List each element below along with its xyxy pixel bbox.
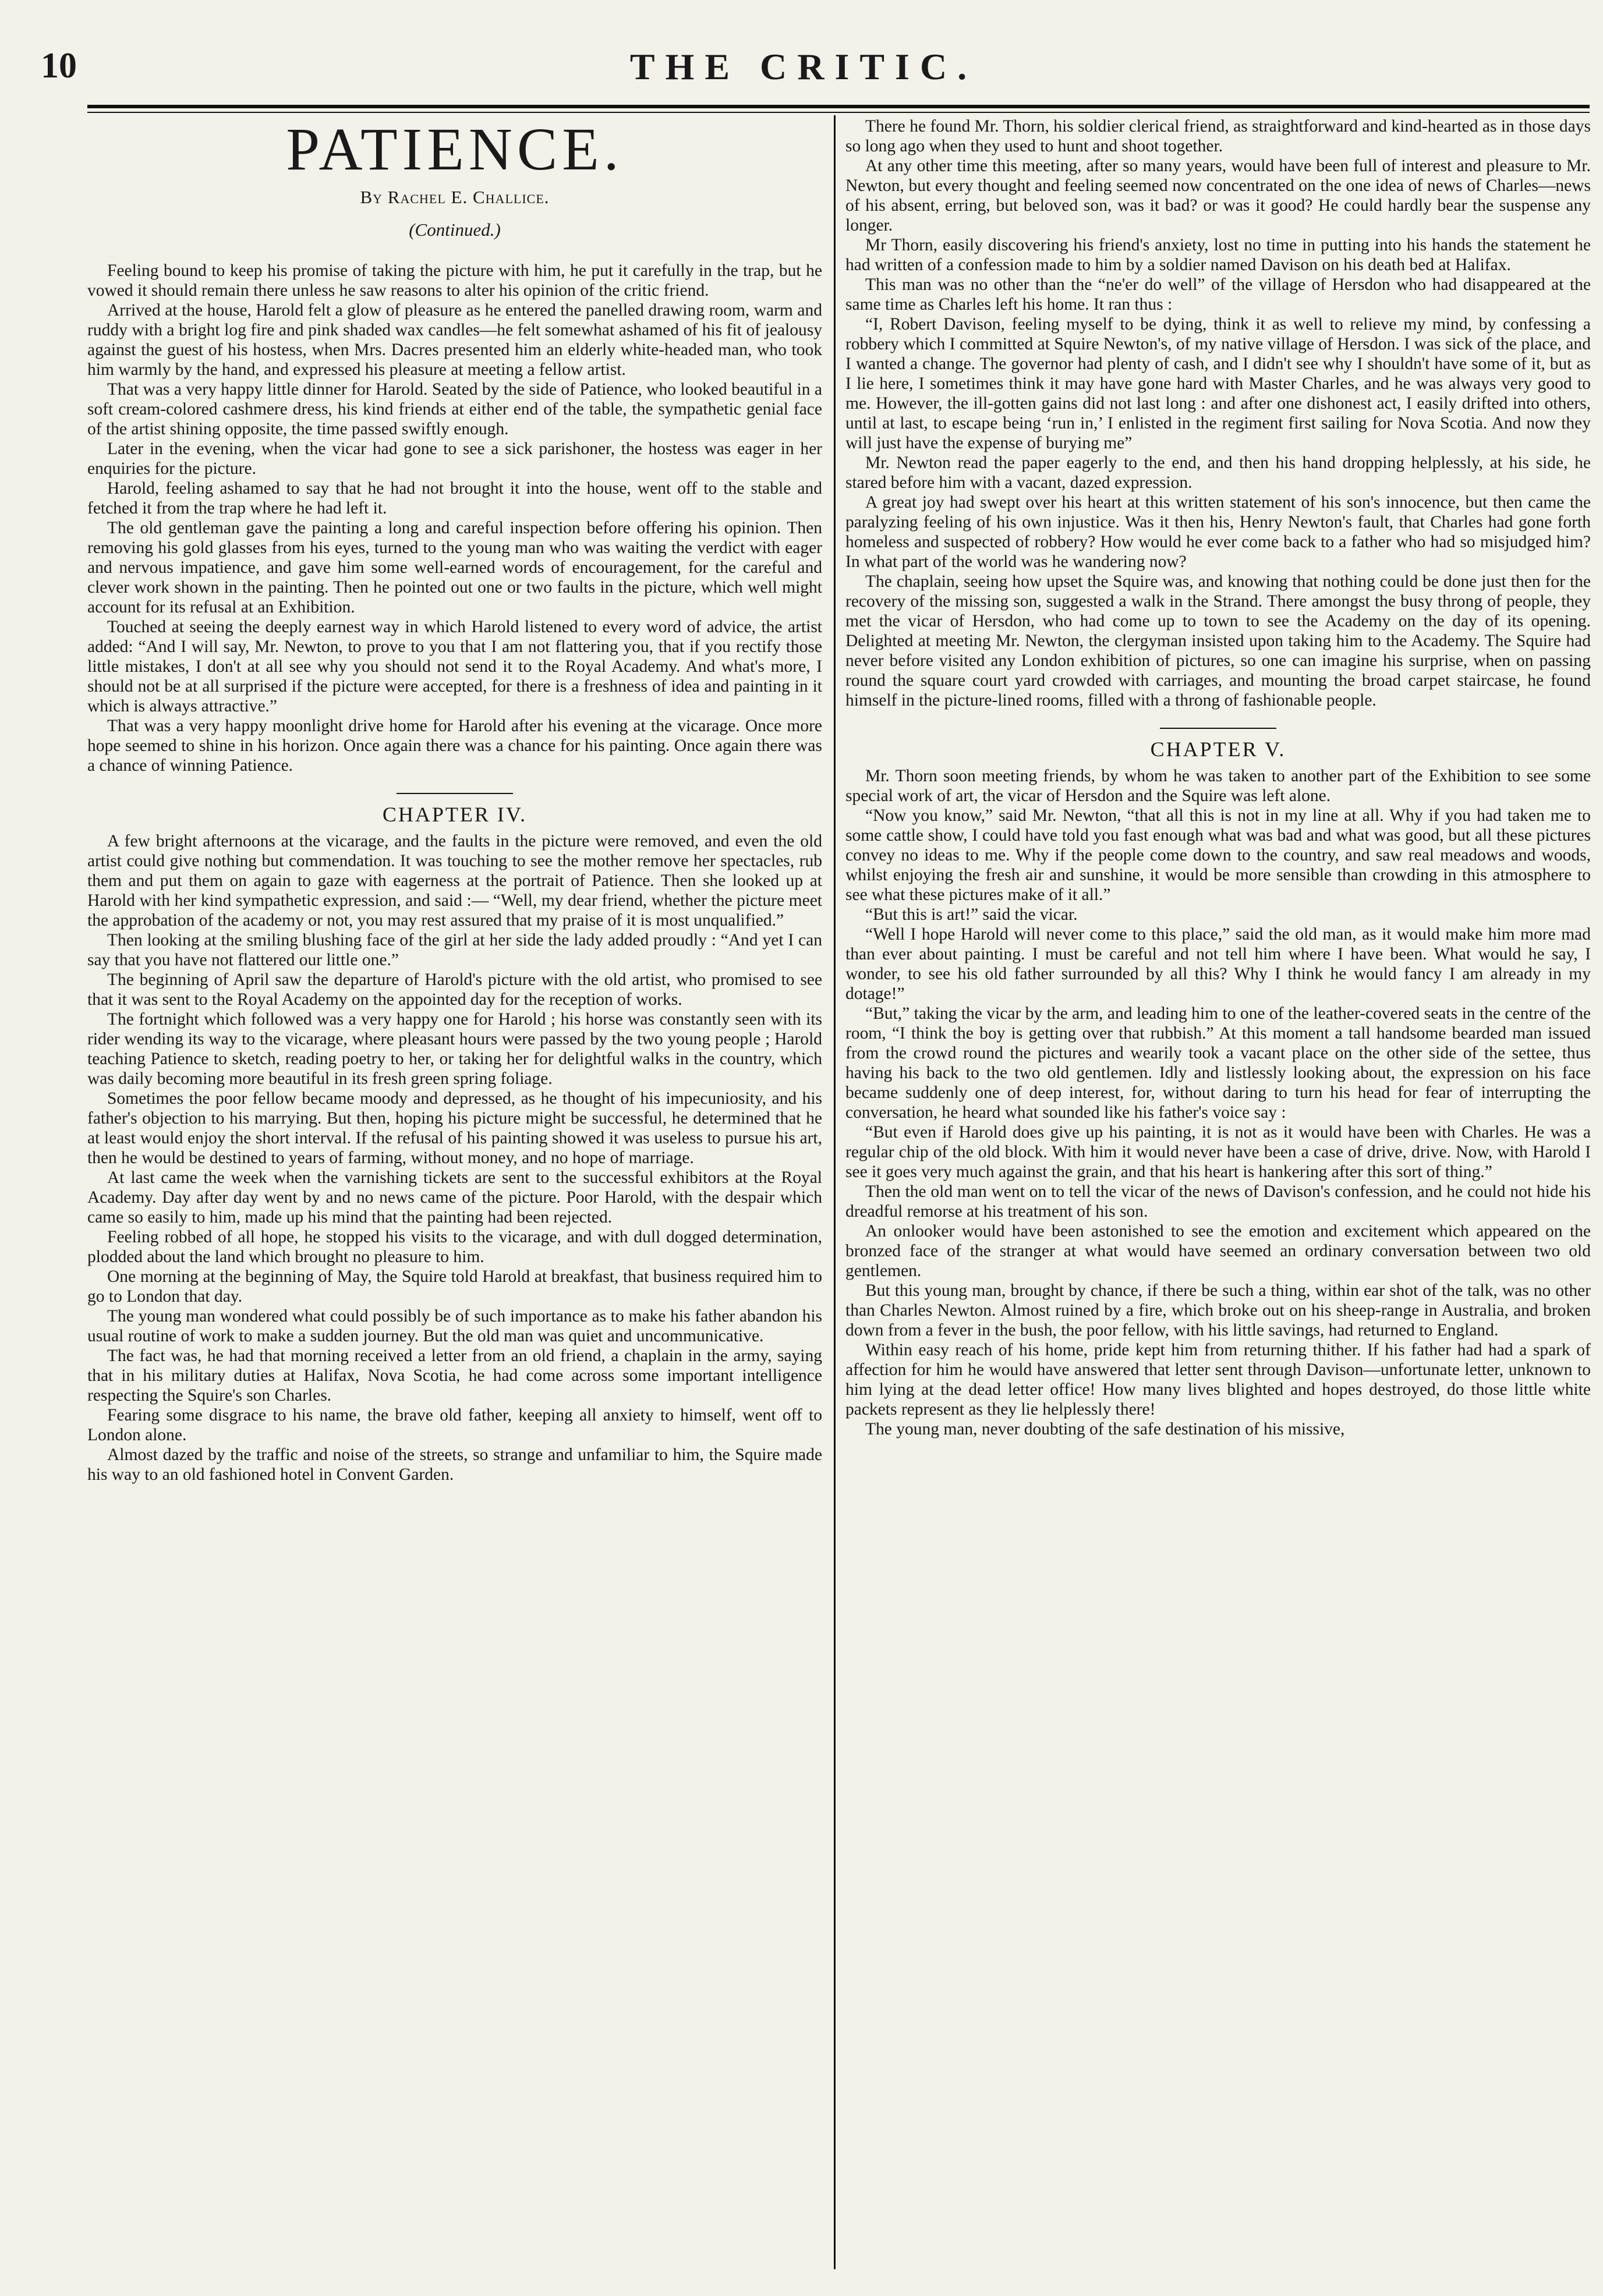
paragraph: Almost dazed by the traffic and noise of the streets, so strange and unfamiliar to him, the Squire made his way to an old fashioned hotel in Convent Garden. [87,1445,822,1484]
paragraph: A few bright afternoons at the vicarage, and the faults in the picture were removed, and even the old artist could give nothing but commendation. It was touching to see the mother remove her spectacles, rub them and put them on again to gaze with eagerness at the portrait of Patience. Then she looked up at Harold with her kind sympathetic expression, and said :— “Well, my dear friend, whether the picture meet the approbation of the academy or not, you may rest assured that my praise of it is most unqualified.” [87,832,822,930]
continued-label: (Continued.) [409,219,501,240]
chapter-rule [1160,728,1276,729]
paragraph: “Well I hope Harold will never come to this place,” said the old man, as it would make him more mad than ever about painting. I must be careful and not tell him where I have been. What would he say, I wonder, to see his old father surrounded by all this? Why I think he would fancy I am already in my dotage!” [845,925,1591,1003]
paragraph: Mr. Thorn soon meeting friends, by whom he was taken to another part of the Exhibition to see some special work of art, the vicar of Hersdon and the Squire was left alone. [845,767,1591,805]
paragraph: Harold, feeling ashamed to say that he had not brought it into the house, went off to the stable and fetched it from the trap where he had left it. [87,479,822,518]
paragraph: One morning at the beginning of May, the Squire told Harold at breakfast, that business required him to go to London that day. [87,1267,822,1306]
paragraph: The fact was, he had that morning received a letter from an old friend, a chaplain in the army, saying that in his military duties at Halifax, Nova Scotia, he had come across some important intelligence respecting the Squire's son Charles. [87,1347,822,1405]
paragraph: Sometimes the poor fellow became moody and depressed, as he thought of his impecuniosity, and his father's objection to his marrying. But then, hoping his picture might be successful, he determined that he at least would enjoy the short interval. If the refusal of his painting showed it was useless to pursue his art, then he would be destined to years of farming, without money, and no hope of marriage. [87,1089,822,1167]
paragraph: Then looking at the smiling blushing face of the girl at her side the lady added proudly : “And yet I can say that you have not flattered our little one.” [87,931,822,969]
paragraph: Touched at seeing the deeply earnest way in which Harold listened to every word of advice, the artist added: “And I will say, Mr. Newton, to prove to you that I am not flattering you, that if you rectify those little mistakes, I don't at all see why you should not send it to the Royal Academy. And what's more, I should not be at all surprised if the picture were accepted, for there is a freshness of idea and painting in it which is always attractive.” [87,618,822,715]
paragraph: That was a very happy little dinner for Harold. Seated by the side of Patience, who looked beautiful in a soft cream-colored cashmere dress, his kind friends at either end of the table, the sympathetic genial face of the artist shining opposite, the time passed swiftly enough. [87,380,822,438]
paragraph: “Now you know,” said Mr. Newton, “that all this is not in my line at all. Why if you had taken me to some cattle show, I could have told you fast enough what was bad and what was good, but all these pictures convey no ideas to me. Why if the people come down to the country, and saw real meadows and woods, whilst enjoying the fresh air and sunshine, it would be more sensible than crowding in this atmosphere to see what these pictures make of it all.” [845,806,1591,904]
page-number: 10 [41,46,77,86]
paragraph: “But even if Harold does give up his painting, it is not as it would have been with Charles. He was a regular chip of the old block. With him it would never have been a case of drive, drive. Now, with Harold I see it goes very much against the grain, and that his heart is hankering after this sort of thing.” [845,1123,1591,1181]
paragraph: “I, Robert Davison, feeling myself to be dying, think it as well to relieve my mind, by confessing a robbery which I committed at Squire Newton's, of my native village of Hersdon. I was sick of the place, and I wanted a change. The governor had plenty of cash, and I didn't see why I shouldn't have some of it, but as I lie here, I sometimes think it may have gone hard with Master Charles, and he was always very good to me. However, the ill-gotten gains did not last long : and after one dishonest act, I easily drifted into others, until at last, to escape being ‘run in,’ I enlisted in the regiment first sailing for Nova Scotia. And now they will just have the expense of burying me” [845,315,1591,452]
paragraph: Arrived at the house, Harold felt a glow of pleasure as he entered the panelled drawing room, warm and ruddy with a bright log fire and pink shaded wax candles—he felt somewhat ashamed of his fit of jealousy against the guest of his hostess, when Mrs. Dacres presented him an elderly white-headed man, who took him warmly by the hand, and expressed his pleasure at meeting a fellow artist. [87,301,822,379]
paragraph: Within easy reach of his home, pride kept him from returning thither. If his father had had a spark of affection for him he would have answered that letter sent through Davison—unfortunate letter, unknown to him lying at the dead letter office! How many lives blighted and hopes destroyed, do those little white packets represent as they lie helplessly there! [845,1341,1591,1419]
paragraph: That was a very happy moonlight drive home for Harold after his evening at the vicarage. Once more hope seemed to shine in his horizon. Once again there was a chance for his painting. Once again there was a chance of winning Patience. [87,717,822,775]
article-byline: By Rachel E. Challice. [360,187,550,207]
paragraph: The fortnight which followed was a very happy one for Harold ; his horse was constantly seen with its rider wending its way to the vicarage, where pleasant hours were passed by the two young people ; Harold teaching Patience to sketch, reading poetry to her, or taking her for delightful walks in the country, which was daily becoming more beautiful in its fresh green spring foliage. [87,1010,822,1088]
header-rule-thin [87,112,1590,113]
paragraph: This man was no other than the “ne'er do well” of the village of Hersdon who had disappeared at the same time as Charles left his home. It ran thus : [845,275,1591,314]
paragraph: At last came the week when the varnishing tickets are sent to the successful exhibitors at the Royal Academy. Day after day went by and no news came of the picture. Poor Harold, with the despair which came so easily to him, made up his mind that the painting had been rejected. [87,1168,822,1227]
paragraph: Mr. Newton read the paper eagerly to the end, and then his hand dropping helplessly, at his side, he stared before him with a vacant, dazed expression. [845,453,1591,492]
page-header [35,45,1572,98]
paragraph: A great joy had swept over his heart at this written statement of his son's innocence, but then came the paralyzing feeling of his own injustice. Was it then his, Henry Newton's fault, that Charles had gone forth homeless and suspected of robbery? How would he ever come back to a father who had so misjudged him? In what part of the world was he wandering now? [845,493,1591,571]
chapter-rule [397,793,513,794]
paragraph: The young man wondered what could possibly be of such importance as to make his father abandon his usual routine of work to make a sudden journey. But the old man was quiet and uncommunicative. [87,1307,822,1345]
chapter-heading-v: CHAPTER V. [1150,738,1286,761]
paragraph: There he found Mr. Thorn, his soldier clerical friend, as straightforward and kind-hearted as in those days so long ago when they used to hunt and shoot together. [845,117,1591,155]
paragraph: At any other time this meeting, after so many years, would have been full of interest and pleasure to Mr. Newton, but every thought and feeling seemed now concentrated on the one idea of news of Charles—news of his absent, erring, but beloved son, was it bad? or was it good? He could hardly bear the suspense any longer. [845,157,1591,235]
paragraph: Fearing some disgrace to his name, the brave old father, keeping all anxiety to himself, went off to London alone. [87,1406,822,1444]
article-title: PATIENCE. [286,116,624,183]
paragraph: Feeling robbed of all hope, he stopped his visits to the vicarage, and with dull dogged determination, plodded about the land which brought no pleasure to him. [87,1228,822,1266]
paragraph: The old gentleman gave the painting a long and careful inspection before offering his opinion. Then removing his gold glasses from his eyes, turned to the young man who was waiting the verdict with eager and nervous impatience, and gave him some well-earned words of encouragement, for the careful and clever work shown in the painting. Then he pointed out one or two faults in the picture, which well might account for its refusal at an Exhibition. [87,519,822,616]
left-column [87,116,822,2270]
paragraph: But this young man, brought by chance, if there be such a thing, within ear shot of the talk, was no other than Charles Newton. Almost ruined by a fire, which broke out on his sheep-range in Australia, and broken down from a fever in the bush, the poor fellow, with his little savings, had returned to England. [845,1281,1591,1340]
paragraph: Then the old man went on to tell the vicar of the news of Davison's confession, and he could not hide his dreadful remorse at his treatment of his son. [845,1182,1591,1221]
chapter-heading-iv: CHAPTER IV. [382,803,528,826]
masthead: THE CRITIC. [629,46,978,87]
paragraph: “But this is art!” said the vicar. [865,905,1078,924]
paragraph: Mr Thorn, easily discovering his friend's anxiety, lost no time in putting into his hands the statement he had written of a confession made to him by a soldier named Davison on his death bed at Halifax. [845,236,1591,274]
paragraph: The chaplain, seeing how upset the Squire was, and knowing that nothing could be done just then for the recovery of the missing son, suggested a walk in the Strand. There amongst the busy throng of people, they met the vicar of Hersdon, who had come up to town to see the Academy on the day of its opening. Delighted at meeting Mr. Newton, the clergyman insisted upon taking him to the Academy. The Squire had never before visited any London exhibition of pictures, so one can imagine his surprise, when on passing round the square court yard crowded with carriages, and mounting the broad carpet staircase, he found himself in the picture-lined rooms, filled with a throng of fashionable people. [845,572,1591,710]
paragraph: “But,” taking the vicar by the arm, and leading him to one of the leather-covered seats in the centre of the room, “I think the boy is getting over that rubbish.” At this moment a tall handsome bearded man issued from the crowd round the pictures and wearily took a vacant place on the other side of the settee, thus having his back to the two old gentlemen. Idly and listlessly looking about, the expression on his face became suddenly one of deep interest, for, without daring to turn his head for fear of interrupting the conversation, he heard what sounded like his father's voice say : [845,1004,1591,1122]
paragraph: Later in the evening, when the vicar had gone to see a sick parishoner, the hostess was eager in her enquiries for the picture. [87,440,822,478]
right-column [845,116,1591,2270]
paragraph: The young man, never doubting of the safe destination of his missive, [865,1420,1345,1438]
paragraph: Feeling bound to keep his promise of taking the picture with him, he put it carefully in the trap, but he vowed it should remain there unless he saw reasons to alter his opinion of the critic friend. [87,261,822,300]
header-rule-thick [87,105,1590,108]
paragraph: An onlooker would have been astonished to see the emotion and excitement which appeared on the bronzed face of the stranger at what would have seemed an ordinary conversation between two old gentlemen. [845,1222,1591,1280]
paragraph: The beginning of April saw the departure of Harold's picture with the old artist, who promised to see that it was sent to the Royal Academy on the appointed day for the reception of works. [87,970,822,1009]
column-divider [834,115,836,2269]
